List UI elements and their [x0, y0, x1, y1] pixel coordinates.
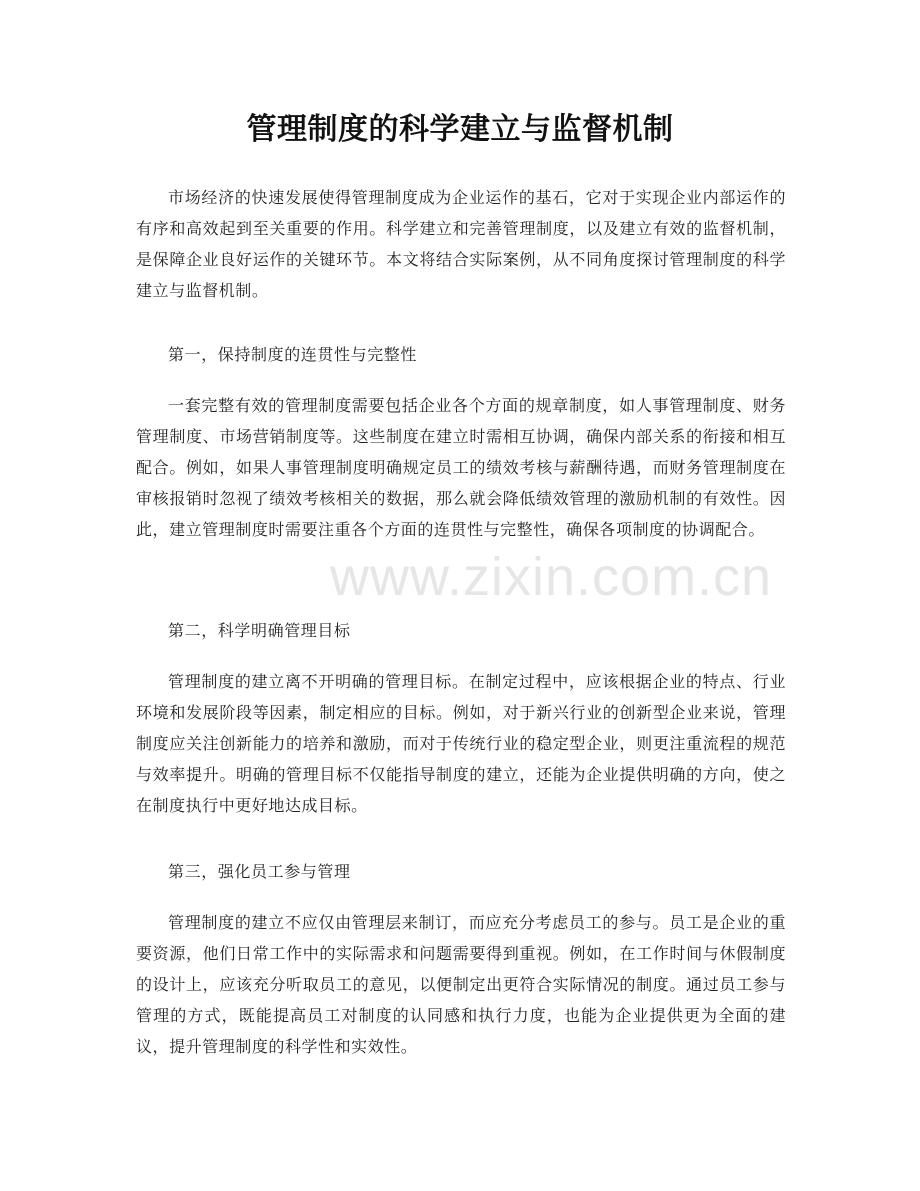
document-title: 管理制度的科学建立与监督机制: [246, 112, 674, 147]
section-body-3: 管理制度的建立不应仅由管理层来制订，而应充分考虑员工的参与。员工是企业的重要资源，他们日常工作中的实际需求和问题需要得到重视。例如，在工作时间与休假制度的设计上，应该充分听取员工的意见，以便制定出更符合实际情况的制度。通过员工参与管理的方式，既能提高员工对制度的认同感和执行力度，也能为企业提供更为全面的建议，提升管理制度的科学性和实效性。: [136, 913, 786, 1056]
section-body-2: 管理制度的建立离不开明确的管理目标。在制定过程中，应该根据企业的特点、行业环境和发展阶段等因素，制定相应的目标。例如，对于新兴行业的创新型企业来说，管理制度应关注创新能力的培养和激励，而对于传统行业的稳定型企业，则更注重流程的规范与效率提升。明确的管理目标不仅能指导制度的建立，还能为企业提供明确的方向，使之在制度执行中更好地达成目标。: [136, 672, 786, 815]
section-body-1: 一套完整有效的管理制度需要包括企业各个方面的规章制度，如人事管理制度、财务管理制度、市场营销制度等。这些制度在建立时需相互协调，确保内部关系的衔接和相互配合。例如，如果人事管理制度明确规定员工的绩效考核与薪酬待遇，而财务管理制度在审核报销时忽视了绩效考核相关的数据，那么就会降低绩效管理的激励机制的有效性。因此，建立管理制度时需要注重各个方面的连贯性与完整性，确保各项制度的协调配合。: [136, 396, 786, 539]
intro-paragraph: 市场经济的快速发展使得管理制度成为企业运作的基石，它对于实现企业内部运作的有序和高效起到至关重要的作用。科学建立和完善管理制度，以及建立有效的监督机制，是保障企业良好运作的关键环节。本文将结合实际案例，从不同角度探讨管理制度的科学建立与监督机制。: [136, 188, 786, 300]
section-heading-3: 第三，强化员工参与管理: [168, 862, 351, 881]
section-heading-2: 第二，科学明确管理目标: [168, 621, 351, 640]
watermark: www.zixin.com.cn: [330, 547, 773, 607]
section-heading-1: 第一，保持制度的连贯性与完整性: [168, 345, 418, 364]
